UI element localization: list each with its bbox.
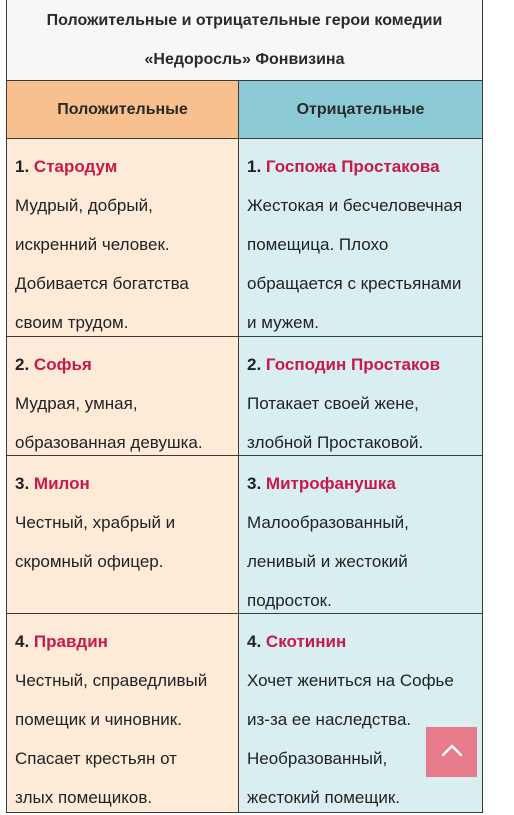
- hero-name: Правдин: [33, 632, 108, 651]
- hero-number: 3.: [247, 474, 262, 493]
- hero-desc-line: Мудрый, добрый,: [15, 196, 153, 215]
- hero-desc-line: и мужем.: [247, 313, 320, 332]
- chevron-up-icon: [441, 743, 463, 762]
- hero-desc-line: Малообразованный,: [247, 513, 409, 532]
- hero-desc-line: образованная девушка.: [15, 433, 203, 452]
- hero-name: Милон: [33, 474, 90, 493]
- positive-hero-cell: [7, 456, 239, 613]
- hero-desc-line: жестокий помещик.: [247, 788, 400, 807]
- hero-desc-line: злобной Простаковой.: [247, 433, 424, 452]
- hero-desc-line: Мудрая, умная,: [15, 394, 138, 413]
- hero-desc-line: Добивается богатства: [15, 274, 189, 293]
- hero-number: 2.: [247, 355, 262, 374]
- negative-hero-cell: [239, 614, 482, 812]
- hero-desc-line: Хочет жениться на Софье: [247, 671, 454, 690]
- positive-hero-cell: [7, 337, 239, 455]
- hero-number: 4.: [15, 632, 30, 651]
- hero-number: 4.: [247, 632, 262, 651]
- positive-hero-cell: [7, 139, 239, 336]
- hero-desc-line: Необразованный,: [247, 749, 388, 768]
- table-row: [7, 337, 482, 456]
- hero-desc-line: Потакает своей жене,: [247, 394, 419, 413]
- table-title-line-2: «Недоросль» Фонвизина: [144, 51, 345, 68]
- hero-desc-line: Спасает крестьян от: [15, 749, 177, 768]
- hero-name: Госпожа Простакова: [265, 157, 440, 176]
- hero-desc-line: Честный, справедливый: [15, 671, 208, 690]
- hero-number: 1.: [247, 157, 262, 176]
- header-negative: Отрицательные: [239, 81, 482, 138]
- hero-name: Господин Простаков: [265, 355, 441, 374]
- negative-hero-cell: [239, 139, 482, 336]
- positive-hero-cell: [7, 614, 239, 812]
- table-row: [7, 614, 482, 813]
- hero-desc-line: обращается с крестьянами: [247, 274, 462, 293]
- table-row: [7, 456, 482, 614]
- hero-name: Стародум: [33, 157, 118, 176]
- hero-desc-line: своим трудом.: [15, 313, 129, 332]
- header-positive: Положительные: [7, 81, 239, 138]
- hero-desc-line: помещица. Плохо: [247, 235, 389, 254]
- hero-desc-line: помещик и чиновник.: [15, 710, 182, 729]
- table-title-line-1: Положительные и отрицательные герои комедии: [46, 12, 443, 29]
- table-title: [7, 0, 482, 81]
- negative-hero-cell: [239, 456, 482, 613]
- hero-number: 1.: [15, 157, 30, 176]
- hero-number: 3.: [15, 474, 30, 493]
- hero-desc-line: искренний человек.: [15, 235, 170, 254]
- hero-desc-line: скромный офицер.: [15, 552, 164, 571]
- hero-desc-line: злых помещиков.: [15, 788, 153, 807]
- hero-desc-line: ленивый и жестокий: [247, 552, 408, 571]
- hero-name: Митрофанушка: [265, 474, 396, 493]
- hero-desc-line: из-за ее наследства.: [247, 710, 412, 729]
- scroll-to-top-button[interactable]: [426, 727, 477, 777]
- negative-hero-cell: [239, 337, 482, 455]
- header-row: [7, 81, 482, 139]
- hero-desc-line: Жестокая и бесчеловечная: [247, 196, 463, 215]
- heroes-table: [6, 0, 483, 813]
- hero-desc-line: подросток.: [247, 591, 332, 610]
- hero-name: Софья: [33, 355, 92, 374]
- hero-number: 2.: [15, 355, 30, 374]
- table-row: [7, 139, 482, 337]
- hero-name: Скотинин: [265, 632, 347, 651]
- hero-desc-line: Честный, храбрый и: [15, 513, 176, 532]
